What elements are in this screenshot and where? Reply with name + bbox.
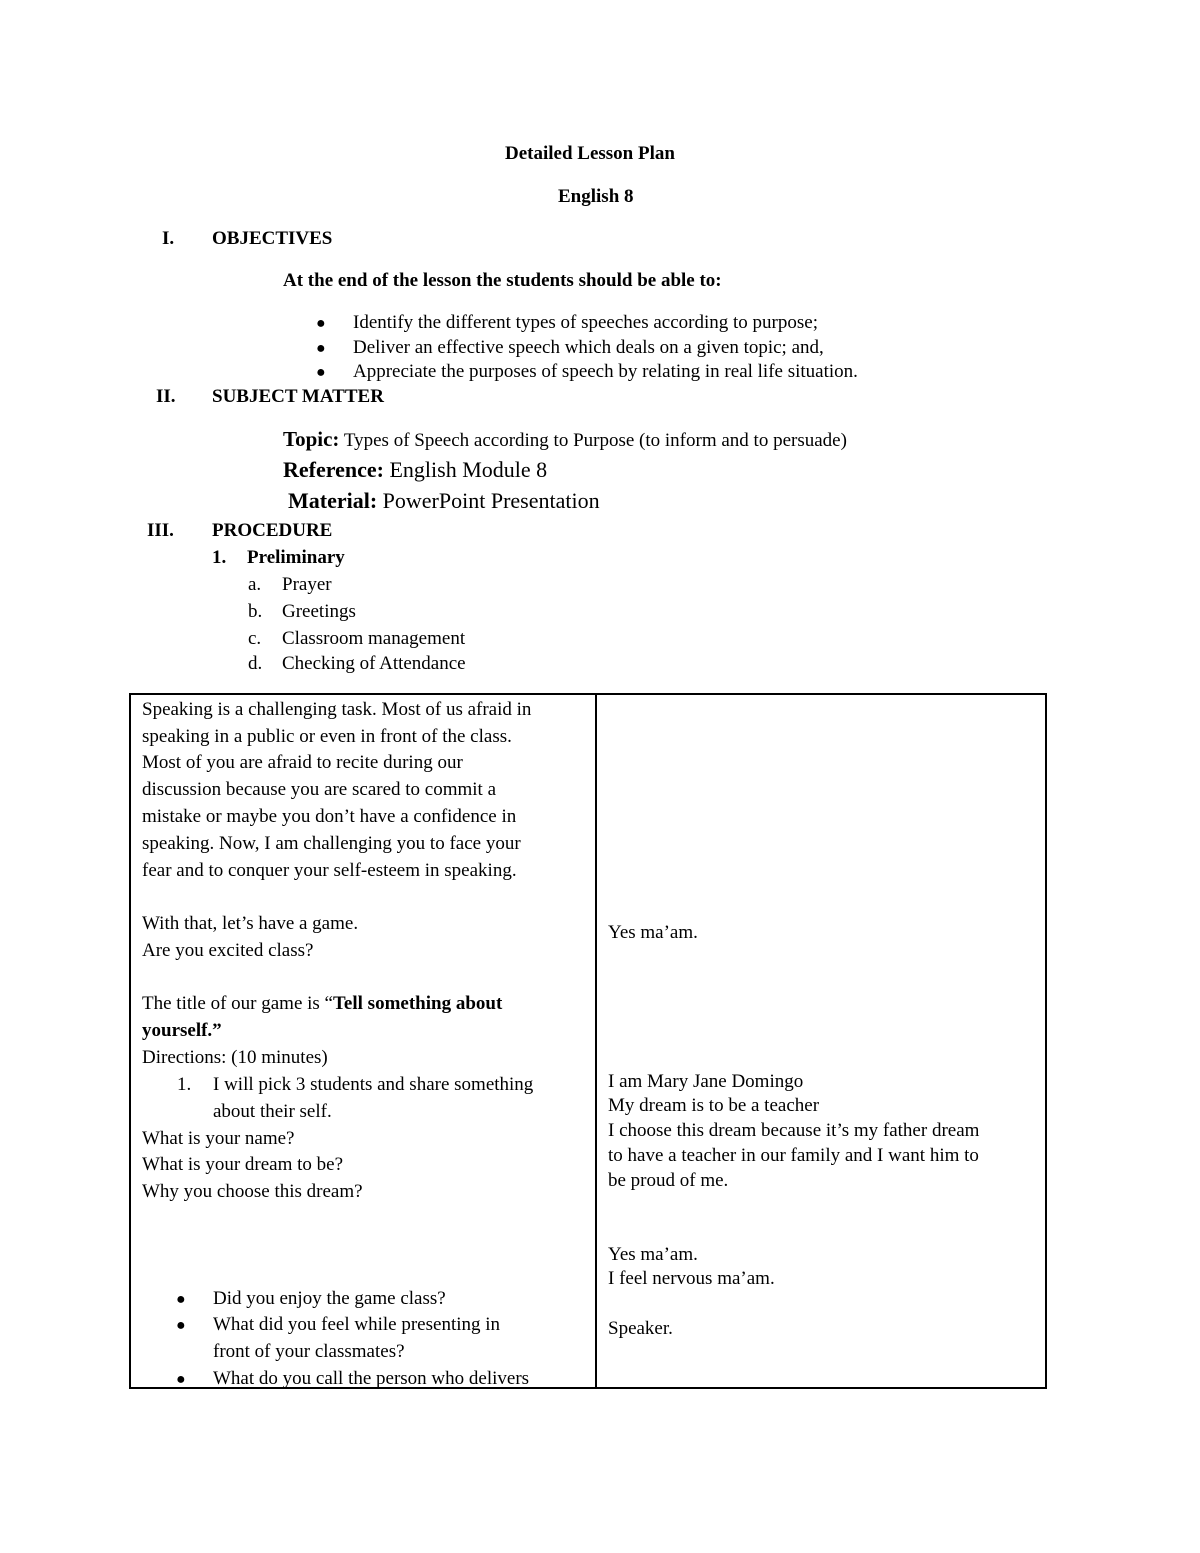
student-answer: My dream is to be a teacher (608, 1095, 820, 1116)
reference-line (283, 457, 547, 483)
material-label: Material: (288, 488, 378, 513)
bullet-icon: ● (176, 1291, 186, 1308)
teacher-game-line: With that, let’s have a game. (142, 913, 359, 934)
teacher-paragraph-line: speaking in a public or even in front of the class. (142, 726, 512, 747)
section-heading-procedure: PROCEDURE (212, 520, 333, 541)
sub-item-text: Greetings (282, 601, 356, 622)
teacher-paragraph-line: discussion because you are scared to commit a (142, 779, 497, 800)
teacher-paragraph-line: Speaking is a challenging task. Most of us afraid in (142, 699, 532, 720)
directions-step-line: I will pick 3 students and share something (213, 1074, 534, 1095)
student-answer: I choose this dream because it’s my father dream (608, 1120, 980, 1141)
bullet-icon: ● (316, 315, 326, 332)
game-title-line (142, 993, 502, 1015)
student-answer: Yes ma’am. (608, 1244, 698, 1265)
table-column-divider (595, 695, 597, 1387)
game-title-bold-continued: yourself.” (142, 1020, 222, 1041)
teacher-question: What is your name? (142, 1128, 295, 1149)
teacher-bullet-question: What did you feel while presenting in (213, 1314, 501, 1335)
sub-item-text: Prayer (282, 574, 332, 595)
student-answer: Yes ma’am. (608, 922, 698, 943)
sub-item-letter: c. (248, 628, 262, 649)
teacher-question: What is your dream to be? (142, 1154, 344, 1175)
teacher-bullet-question: Did you enjoy the game class? (213, 1288, 446, 1309)
objective-item: Identify the different types of speeches according to purpose; (353, 312, 818, 333)
directions-line: Directions: (10 minutes) (142, 1047, 328, 1068)
bullet-icon: ● (176, 1317, 186, 1334)
document-title: Detailed Lesson Plan (505, 143, 675, 164)
game-title-bold: Tell something about (333, 993, 503, 1014)
directions-step-number: 1. (177, 1074, 192, 1095)
objective-item: Deliver an effective speech which deals on a given topic; and, (353, 337, 824, 358)
student-answer: be proud of me. (608, 1170, 729, 1191)
subject-title: English 8 (558, 186, 634, 207)
topic-value: Types of Speech according to Purpose (to inform and to persuade) (343, 430, 847, 451)
reference-value: English Module 8 (389, 457, 548, 482)
section-heading-objectives: OBJECTIVES (212, 228, 333, 249)
teacher-question: Why you choose this dream? (142, 1181, 363, 1202)
activity-table (129, 693, 1047, 1389)
teacher-excited-line: Are you excited class? (142, 940, 314, 961)
sub-item-letter: a. (248, 574, 262, 595)
section-heading-subject-matter: SUBJECT MATTER (212, 386, 384, 407)
objectives-intro: At the end of the lesson the students should be able to: (283, 270, 722, 291)
bullet-icon: ● (316, 340, 326, 357)
material-value: PowerPoint Presentation (382, 488, 600, 513)
bullet-icon: ● (316, 364, 326, 381)
section-numeral-procedure: III. (147, 520, 174, 541)
teacher-paragraph-line: speaking. Now, I am challenging you to face your (142, 833, 521, 854)
teacher-paragraph-line: Most of you are afraid to recite during our (142, 752, 463, 773)
student-answer: Speaker. (608, 1318, 673, 1339)
sub-item-text: Checking of Attendance (282, 653, 466, 674)
bullet-icon: ● (176, 1371, 186, 1388)
game-title-prefix: The title of our game is “ (142, 993, 333, 1014)
teacher-paragraph-line: fear and to conquer your self-esteem in speaking. (142, 860, 517, 881)
section-numeral-objectives: I. (162, 228, 175, 249)
student-answer: to have a teacher in our family and I want him to (608, 1145, 979, 1166)
student-answer: I feel nervous ma’am. (608, 1268, 775, 1289)
sub-item-text: Classroom management (282, 628, 466, 649)
procedure-step-title: Preliminary (247, 547, 345, 568)
topic-line (283, 427, 847, 452)
teacher-bullet-question: front of your classmates? (213, 1341, 405, 1362)
topic-label: Topic: (283, 427, 340, 451)
material-line (288, 488, 600, 514)
objective-item: Appreciate the purposes of speech by relating in real life situation. (353, 361, 858, 382)
sub-item-letter: b. (248, 601, 263, 622)
teacher-bullet-question: What do you call the person who delivers (213, 1368, 530, 1389)
procedure-step-number: 1. (212, 547, 227, 568)
section-numeral-subject-matter: II. (156, 386, 176, 407)
sub-item-letter: d. (248, 653, 263, 674)
reference-label: Reference: (283, 457, 384, 482)
directions-step-line: about their self. (213, 1101, 332, 1122)
student-answer: I am Mary Jane Domingo (608, 1071, 804, 1092)
teacher-paragraph-line: mistake or maybe you don’t have a confidence in (142, 806, 517, 827)
